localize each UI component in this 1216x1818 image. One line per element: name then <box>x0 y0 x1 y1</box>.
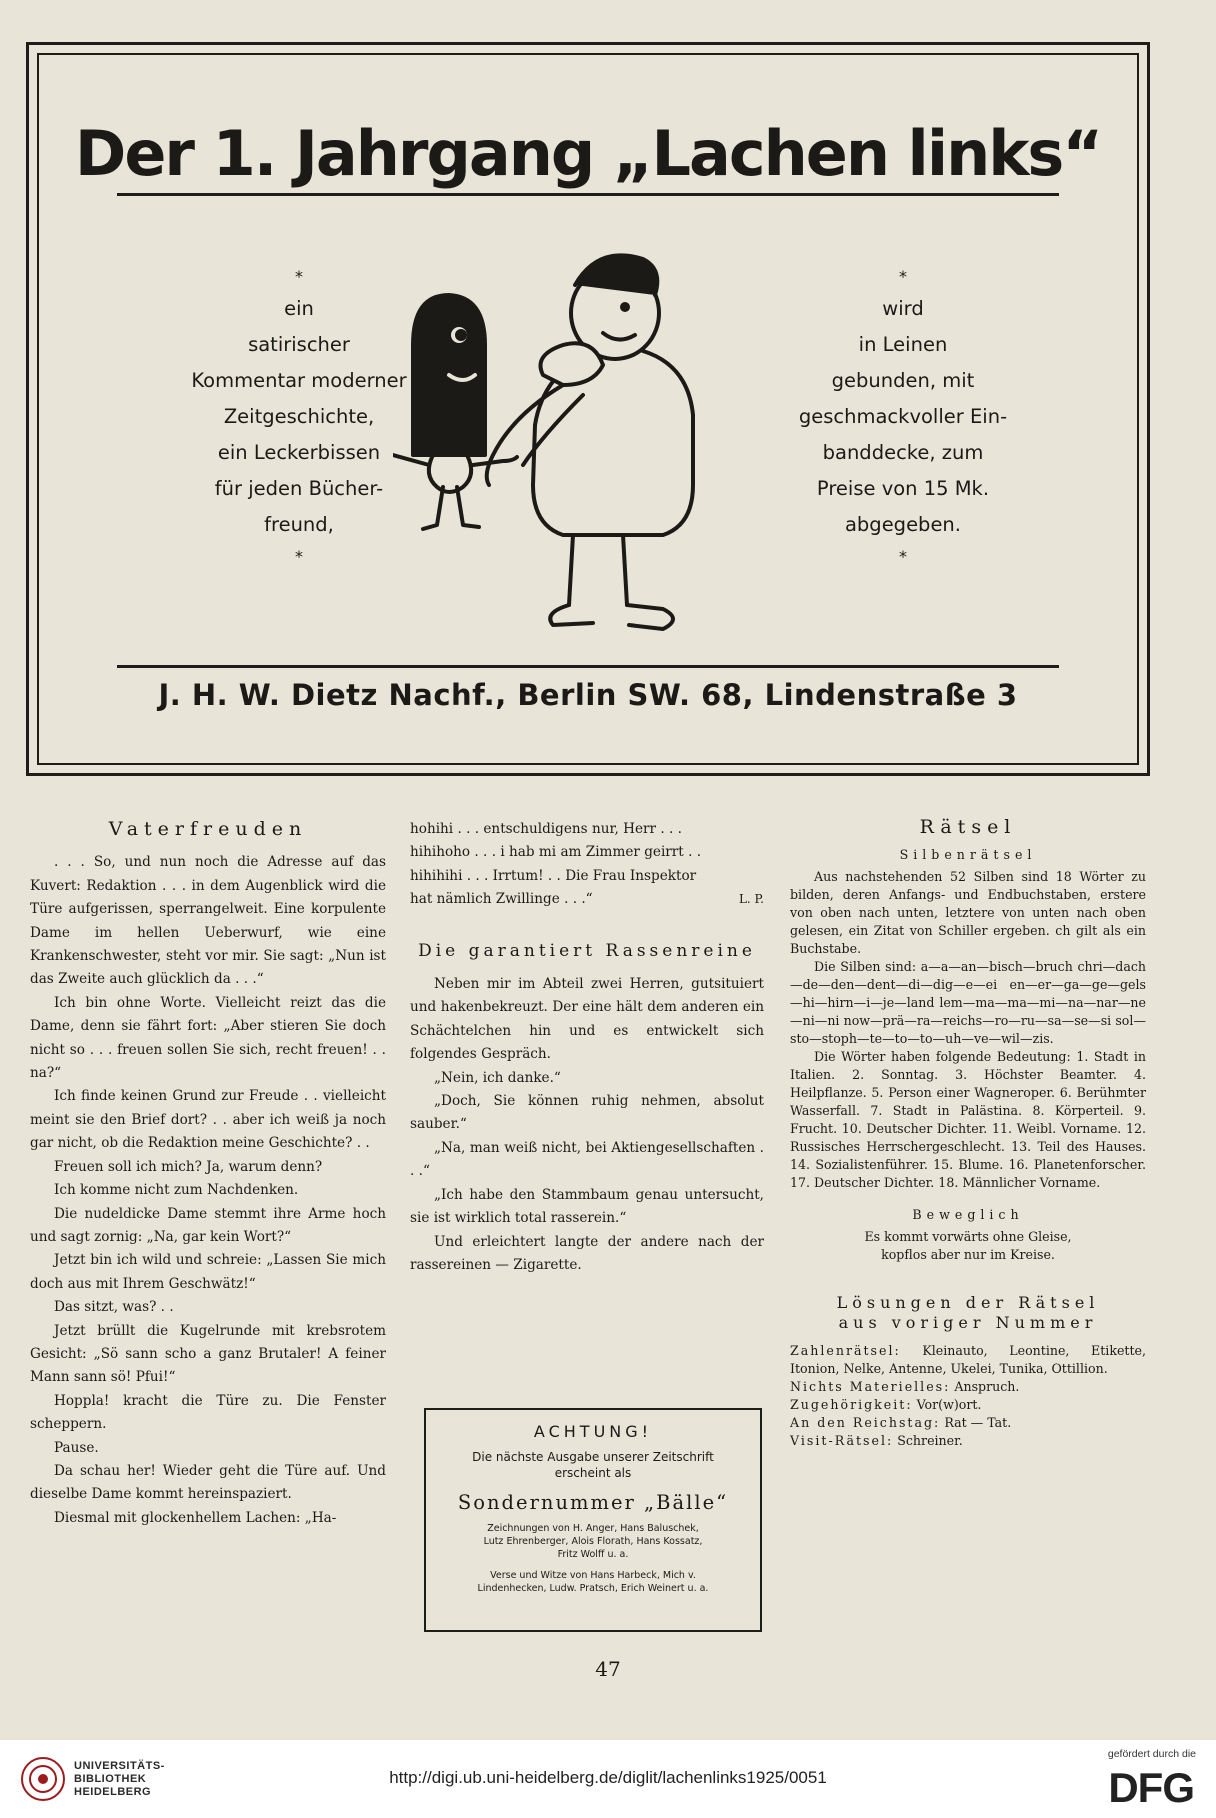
paragraph: „Ich habe den Stammbaum genau untersucht, sie ist wirklich total rasserein.“ <box>410 1186 764 1227</box>
riddle-line: kopflos aber nur im Kreise. <box>881 1247 1055 1262</box>
ad-left-line: freund, <box>264 513 334 536</box>
solution-label: An den Reichstag: <box>790 1415 941 1430</box>
ad-left-line: ein <box>284 297 314 320</box>
paragraph: Hoppla! kracht die Türe zu. Die Fenster scheppern. <box>30 1392 386 1433</box>
article-title: Die garantiert Rassenreine <box>418 940 756 961</box>
paragraph: Diesmal mit glockenhellem Lachen: „Ha- <box>54 1509 337 1526</box>
ad-left-line: ein Leckerbissen <box>217 441 381 464</box>
announcement-line: Die nächste Ausgabe unserer Zeitschrift <box>472 1450 714 1464</box>
article-title: Vaterfreuden <box>108 818 308 840</box>
solution-text: Kleinauto, Leontine, Etikette, Itonion, Nelke, Antenne, Ukelei, Tunika, Ottillion. <box>790 1343 1146 1376</box>
paragraph: Die nudeldicke Dame stemmt ihre Arme hoch und sagt zornig: „Na, gar kein Wort?“ <box>30 1205 386 1245</box>
solution-label: Zugehörigkeit: <box>790 1397 913 1412</box>
solution-label: Zahlenrätsel: <box>790 1343 901 1358</box>
paragraph: Ich komme nicht zum Nachdenken. <box>54 1182 299 1199</box>
funding-caption: gefördert durch die <box>1107 1748 1196 1760</box>
announcement-line: erscheint als <box>554 1466 632 1480</box>
advertisement-box <box>26 42 1150 776</box>
continued-line <box>410 888 764 911</box>
ad-right-text <box>743 263 1063 571</box>
ad-right-line: Preise von 15 Mk. <box>816 477 990 500</box>
paragraph: Ich finde keinen Grund zur Freude . . vielleicht meint sie den Brief dort? . . aber ich weiß ja noch gar nicht, ob die Redaktion meine Geschichte? . . <box>30 1088 386 1152</box>
solutions-list <box>790 1342 1146 1450</box>
library-name-line: BIBLIOTHEK <box>74 1773 147 1785</box>
paragraph: „Doch, Sie können ruhig nehmen, absolut sauber.“ <box>410 1093 764 1133</box>
subsection-title: Silbenrätsel <box>899 847 1037 862</box>
announcement-box <box>424 1408 762 1632</box>
credits-line: Lindenhecken, Ludw. Pratsch, Erich Weinert u. a. <box>477 1583 709 1594</box>
paragraph: Die Wörter haben folgende Bedeutung: 1. Stadt in Italien. 2. Sonntag. 3. Höchster Beamter. 4. Heilpflanze. 5. Person einer Wagneroper. 6. Berühmter Wasserfall. 7. Stadt in Palästina. 8. Körperteil. 9. Frucht. 10. Deutscher Dichter. 11. Weibl. Vorname. 12. Russisches Herrschergeschlecht. 13. Teil des Hauses. 14. Sozialistenführer. 15. Blume. 16. Planetenforscher. 17. Deutscher Dichter. 18. Männlicher Vorname. <box>790 1049 1146 1190</box>
solution-label: Visit-Rätsel: <box>790 1433 894 1448</box>
ad-right-line: in Leinen <box>858 333 948 356</box>
ad-left-line: Kommentar moderner <box>191 369 407 392</box>
paragraph: Da schau her! Wieder geht die Türe auf. Und dieselbe Dame kommt hereinspaziert. <box>30 1462 386 1503</box>
paragraph: „Nein, ich danke.“ <box>434 1069 561 1086</box>
solution-item <box>790 1396 1146 1414</box>
riddle-line: Es kommt vorwärts ohne Gleise, <box>864 1229 1072 1244</box>
column-vaterfreuden <box>30 818 386 1530</box>
ad-left-line: für jeden Bücher- <box>214 477 384 500</box>
solution-item <box>790 1342 1146 1378</box>
permalink-url[interactable]: http://digi.ub.uni-heidelberg.de/diglit/lachenlinks1925/0051 <box>389 1768 827 1787</box>
solution-item <box>790 1414 1146 1432</box>
solutions-title: Lösungen der Rätsel <box>836 1293 1100 1312</box>
special-issue-name: Sondernummer „Bälle“ <box>457 1491 729 1514</box>
subsection-title: Beweglich <box>912 1207 1024 1222</box>
star-ornament: * <box>899 267 907 286</box>
paragraph: „Na, man weiß nicht, bei Aktiengesellschaften . . .“ <box>410 1139 764 1180</box>
solution-item <box>790 1378 1146 1396</box>
paragraph: Jetzt bin ich wild und schreie: „Lassen Sie mich doch aus mit Ihrem Geschwätz!“ <box>30 1252 386 1292</box>
credits-line: Zeichnungen von H. Anger, Hans Baluschek, <box>487 1523 699 1534</box>
paragraph: Und erleichtert langte der andere nach der rassereinen — Zigarette. <box>410 1233 764 1273</box>
ad-title: Der 1. Jahrgang „Lachen links“ <box>74 117 1102 190</box>
credits-line: Lutz Ehrenberger, Alois Florath, Hans Kossatz, <box>483 1536 703 1547</box>
star-ornament: * <box>899 547 907 566</box>
ad-right-line: banddecke, zum <box>822 441 984 464</box>
ad-left-line: satirischer <box>248 333 350 356</box>
publisher-address: J. H. W. Dietz Nachf., Berlin SW. 68, Lindenstraße 3 <box>158 678 1018 712</box>
section-title: Rätsel <box>919 816 1017 838</box>
ad-right-line: gebunden, mit <box>831 369 975 392</box>
solution-text: Vor(w)ort. <box>912 1397 982 1412</box>
continued-line: hihihoho . . . i hab mi am Zimmer geirrt . . <box>410 844 702 861</box>
library-name-line: UNIVERSITÄTS- <box>74 1760 165 1772</box>
column-middle <box>410 818 764 1277</box>
ad-left-line: Zeitgeschichte, <box>223 405 375 428</box>
announcement-title: ACHTUNG! <box>533 1422 653 1441</box>
continued-line-text: hat nämlich Zwillinge . . .“ <box>410 891 593 908</box>
credits-line: Verse und Witze von Hans Harbeck, Mich v. <box>490 1570 696 1581</box>
solution-text: Schreiner. <box>893 1433 963 1448</box>
credits-line: Fritz Wolff u. a. <box>557 1549 629 1560</box>
ad-right-line: abgegeben. <box>844 513 961 536</box>
paragraph: Neben mir im Abteil zwei Herren, gutsituiert und hakenbekreuzt. Der eine hält dem anderen ein Schächtelchen hin und es entwickelt sich folgendes Gespräch. <box>410 976 764 1063</box>
advertisement-inner-frame <box>37 53 1139 765</box>
paragraph: Ich bin ohne Worte. Vielleicht reizt das die Dame, denn sie fährt fort: „Aber stieren Sie doch nicht so . . . freuen sollen Sie sich, recht freuen! . . na?“ <box>30 994 386 1082</box>
digitization-footer <box>0 1740 1216 1818</box>
solutions-subtitle: aus voriger Nummer <box>838 1313 1098 1332</box>
solution-text: Anspruch. <box>950 1379 1020 1394</box>
library-name-line: HEIDELBERG <box>74 1786 152 1798</box>
paragraph: Pause. <box>54 1439 99 1456</box>
cartoon-illustration <box>393 225 773 685</box>
paragraph: Jetzt brüllt die Kugelrunde mit krebsrotem Gesicht: „Sö sann scho a ganz Brutaler! A feiner Mann sann sö! Pfui!“ <box>30 1322 386 1386</box>
paragraph: Die Silben sind: a—a—an—bisch—bruch chri—dach—de—den—dent—di—dig—e—ei en—er—ga—ge—gels—hi—hirn—i—je—land lem—ma—ma—mi—na—nar—ne—ni—ni now—prä—ra—reichs—ro—ru—sa—se—si sol—sto—stoph—te—to—to—uh—ve—wil—zis. <box>790 959 1146 1046</box>
ad-bottom-rule <box>117 665 1059 668</box>
author-signature: L. P. <box>738 892 764 907</box>
star-ornament: * <box>295 267 303 286</box>
continued-line: hihihihi . . . Irrtum! . . Die Frau Inspektor <box>410 867 697 884</box>
dfg-logo: DFG <box>1108 1764 1194 1811</box>
paragraph: Das sitzt, was? . . <box>54 1299 174 1316</box>
solution-item <box>790 1432 1146 1450</box>
paragraph: . . . So, und nun noch die Adresse auf das Kuvert: Redaktion . . . in dem Augenblick wird die Türe aufgerissen, sperrangelweit. Eine korpulente Dame im hellen Ueberwurf, wie eine Krankenschwester, steht vor mir. Sie sagt: „Nun ist das Zweite auch glücklich da . . .“ <box>30 854 386 988</box>
ad-right-line: geschmackvoller Ein- <box>798 405 1008 428</box>
solution-text: Rat — Tat. <box>940 1415 1012 1430</box>
page-number: 47 <box>595 1657 621 1681</box>
ad-right-line: wird <box>882 297 924 320</box>
paragraph: Freuen soll ich mich? Ja, warum denn? <box>54 1158 323 1175</box>
paragraph: Aus nachstehenden 52 Silben sind 18 Wörter zu bilden, deren Anfangs- und Endbuchstaben, erstere von oben nach unten, letztere von unten nach oben gelesen, ein Zitat von Schiller ergeben. ch gilt als ein Buchstabe. <box>790 869 1146 956</box>
column-raetsel <box>790 818 1146 1450</box>
continued-line: hohihi . . . entschuldigens nur, Herr . . . <box>410 821 682 837</box>
star-ornament: * <box>295 547 303 566</box>
solution-label: Nichts Materielles: <box>790 1379 951 1394</box>
ad-top-rule <box>117 193 1059 196</box>
